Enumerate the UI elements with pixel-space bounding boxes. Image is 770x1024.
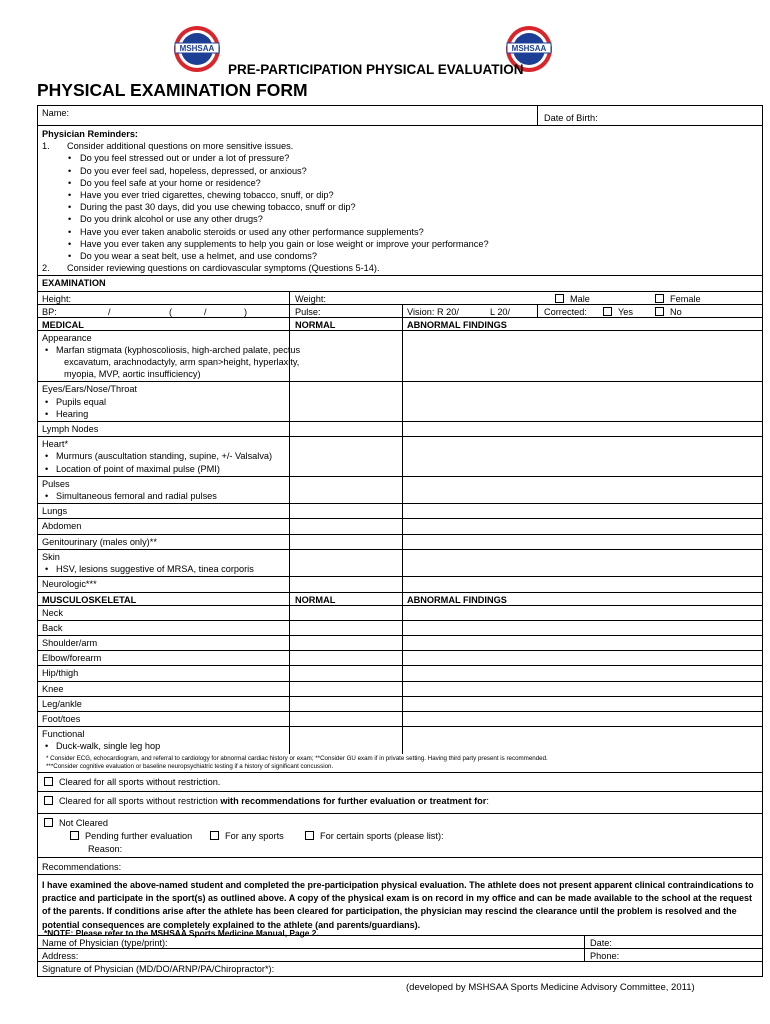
reminder-bullet: • Do you wear a seat belt, use a helmet, and use condoms? [42, 250, 758, 262]
normal-column-header: NORMAL [295, 319, 336, 330]
female-checkbox[interactable] [655, 294, 664, 303]
abdomen-row[interactable]: Abdomen [38, 519, 762, 534]
signature-row[interactable]: Signature of Physician (MD/DO/ARNP/PA/Chiropractor*): [42, 963, 275, 974]
date-label[interactable]: Date: [590, 937, 612, 948]
appearance-row[interactable]: Appearance • Marfan stigmata (kyphoscoliosis, high-arched palate, pectus excavatum, arachnodactyly, arm span>height, hyperlaxity, myopia, MVP, aortic insufficiency) [38, 331, 762, 383]
footnote-1: * Consider ECG, echocardiogram, and referral to cardiology for abnormal cardiac history or exam; **Consider GU exam if in private setting. Having third party present is recommended. [46, 754, 548, 762]
reminder-bullet: • Do you feel safe at your home or residence? [42, 177, 758, 189]
dob-field-label[interactable]: Date of Birth: [544, 113, 598, 123]
form-subtitle: PRE-PARTICIPATION PHYSICAL EVALUATION [228, 62, 524, 77]
phone-label[interactable]: Phone: [590, 950, 620, 961]
corrected-no-option[interactable]: No [655, 306, 682, 318]
cleared-row[interactable] [38, 773, 762, 791]
neurologic-row[interactable]: Neurologic*** [38, 577, 762, 592]
address-row [38, 949, 762, 962]
examination-header: EXAMINATION [38, 276, 762, 291]
reminder-item-1: 1. Consider additional questions on more sensitive issues. [42, 141, 294, 152]
certain-sports-checkbox[interactable] [305, 831, 314, 840]
bp-paren: ) [244, 306, 248, 317]
reminder-bullet: • Do you drink alcohol or use any other drugs? [42, 213, 758, 225]
reason-label[interactable]: Reason: [88, 843, 123, 854]
form-title: PHYSICAL EXAMINATION FORM [37, 80, 308, 100]
any-sports-checkbox[interactable] [210, 831, 219, 840]
any-sports-option[interactable]: For any sports [210, 830, 284, 842]
reminders-title: Physician Reminders: [42, 129, 138, 139]
cleared-with-recommendations-emphasis: with recommendations for further evaluation or treatment for [220, 795, 487, 806]
foot-toes-row[interactable]: Foot/toes [38, 712, 762, 727]
skin-row[interactable]: Skin • HSV, lesions suggestive of MRSA, tinea corporis [38, 550, 762, 577]
yes-checkbox[interactable] [603, 307, 612, 316]
cleared-with-recommendations-label: Cleared for all sports without restriction [59, 795, 221, 806]
bp-paren: ( [169, 306, 173, 317]
corrected-label: Corrected: [544, 306, 587, 317]
knee-row[interactable]: Knee [38, 682, 762, 697]
physician-name-label[interactable]: Name of Physician (type/print): [42, 937, 168, 948]
cleared-with-recommendations-row[interactable] [38, 792, 762, 814]
bp-separator: / [108, 306, 111, 317]
functional-row[interactable]: Functional • Duck-walk, single leg hop [38, 727, 762, 753]
no-checkbox[interactable] [655, 307, 664, 316]
cleared-with-recommendations-colon: : [486, 795, 489, 806]
reminder-bullet: • Do you feel stressed out or under a lot of pressure? [42, 152, 758, 164]
genitourinary-row[interactable]: Genitourinary (males only)** [38, 535, 762, 550]
physician-statement: I have examined the above-named student and completed the pre-participation physical evaluation. The athlete does not present apparent clinical contraindications to practice and participate in the sport(s) as outlined above. A copy of the physical exam is on record in my office and can be made available to the school at the request of the parents. If conditions arise after the athlete has been cleared for participation, the physician may rescind the clearance until the problem is resolved and the potential consequences are completely explained to the athlete (and parents/guardians). [38, 875, 762, 936]
recommendations-row[interactable]: Recommendations: [38, 858, 762, 875]
musculoskeletal-column-header: MUSCULOSKELETAL [42, 594, 137, 605]
musculoskeletal-header-row [38, 593, 762, 606]
height-label[interactable]: Height: [42, 293, 72, 304]
not-cleared-checkbox[interactable] [44, 818, 53, 827]
lymph-nodes-row[interactable]: Lymph Nodes [38, 422, 762, 437]
identity-row [38, 106, 762, 126]
cleared-checkbox[interactable] [44, 777, 53, 786]
reminder-bullet: • Have you ever taken any supplements to help you gain or lose weight or improve your performance? [42, 238, 758, 250]
certain-sports-option[interactable]: For certain sports (please list): [305, 830, 444, 842]
eent-row[interactable]: Eyes/Ears/Nose/Throat • Pupils equal • Hearing [38, 382, 762, 422]
corrected-yes-option[interactable]: Yes [603, 306, 633, 318]
female-option[interactable]: Female [655, 293, 701, 305]
lungs-row[interactable]: Lungs [38, 504, 762, 519]
svg-text:MSHSAA: MSHSAA [179, 44, 215, 53]
abnormal-column-header: ABNORMAL FINDINGS [407, 594, 507, 605]
abnormal-column-header: ABNORMAL FINDINGS [407, 319, 507, 330]
exam-form [37, 105, 763, 977]
footnote-2: ***Consider cognitive evaluation or baseline neuropsychiatric testing if a history of significant concussion. [46, 762, 334, 770]
not-cleared-row[interactable] [38, 814, 762, 858]
reminder-item-2: 2. Consider reviewing questions on cardiovascular symptoms (Questions 5-14). [42, 263, 380, 274]
height-weight-row [38, 292, 762, 305]
pulses-row[interactable]: Pulses • Simultaneous femoral and radial pulses [38, 477, 762, 504]
shoulder-arm-row[interactable]: Shoulder/arm [38, 636, 762, 651]
reminder-bullet: • Do you ever feel sad, hopeless, depressed, or anxious? [42, 165, 758, 177]
not-cleared-label: Not Cleared [59, 817, 109, 828]
pending-evaluation-checkbox[interactable] [70, 831, 79, 840]
vision-left-label[interactable]: L 20/ [490, 306, 511, 317]
cleared-label: Cleared for all sports without restriction. [59, 777, 221, 788]
weight-label[interactable]: Weight: [295, 293, 326, 304]
back-row[interactable]: Back [38, 621, 762, 636]
cleared-with-recommendations-checkbox[interactable] [44, 796, 53, 805]
medical-column-header: MEDICAL [42, 319, 84, 330]
male-checkbox[interactable] [555, 294, 564, 303]
footer-credit: (developed by MSHSAA Sports Medicine Advisory Committee, 2011) [406, 982, 695, 993]
medical-table [38, 318, 762, 754]
address-label[interactable]: Address: [42, 950, 79, 961]
male-option[interactable]: Male [555, 293, 590, 305]
svg-text:MSHSAA: MSHSAA [511, 44, 547, 53]
reminder-bullet: • During the past 30 days, did you use chewing tobacco, snuff or dip? [42, 201, 758, 213]
hip-thigh-row[interactable]: Hip/thigh [38, 666, 762, 681]
manual-note: *NOTE: Please refer to the MSHSAA Sports Medicine Manual, Page 2. [44, 928, 319, 938]
footnotes [38, 754, 762, 774]
reminder-bullet: • Have you ever taken anabolic steroids or used any other performance supplements? [42, 226, 758, 238]
physician-reminders [38, 126, 762, 276]
leg-ankle-row[interactable]: Leg/ankle [38, 697, 762, 712]
neck-row[interactable]: Neck [38, 606, 762, 621]
vision-right-label[interactable]: Vision: R 20/ [407, 306, 459, 317]
bp-separator: / [204, 306, 207, 317]
mshsaa-logo-left [172, 24, 222, 74]
elbow-forearm-row[interactable]: Elbow/forearm [38, 651, 762, 666]
pulse-label[interactable]: Pulse: [295, 306, 321, 317]
bp-label[interactable]: BP: [42, 306, 57, 317]
bp-pulse-row [38, 305, 762, 318]
heart-row[interactable]: Heart* • Murmurs (auscultation standing, supine, +/- Valsalva) • Location of point of maximal pulse (PMI) [38, 437, 762, 477]
name-field-label[interactable]: Name: [42, 108, 70, 118]
pending-evaluation-option[interactable]: Pending further evaluation [70, 830, 192, 842]
reminder-bullet: • Have you ever tried cigarettes, chewing tobacco, snuff, or dip? [42, 189, 758, 201]
normal-column-header: NORMAL [295, 594, 336, 605]
medical-header-row [38, 318, 762, 331]
